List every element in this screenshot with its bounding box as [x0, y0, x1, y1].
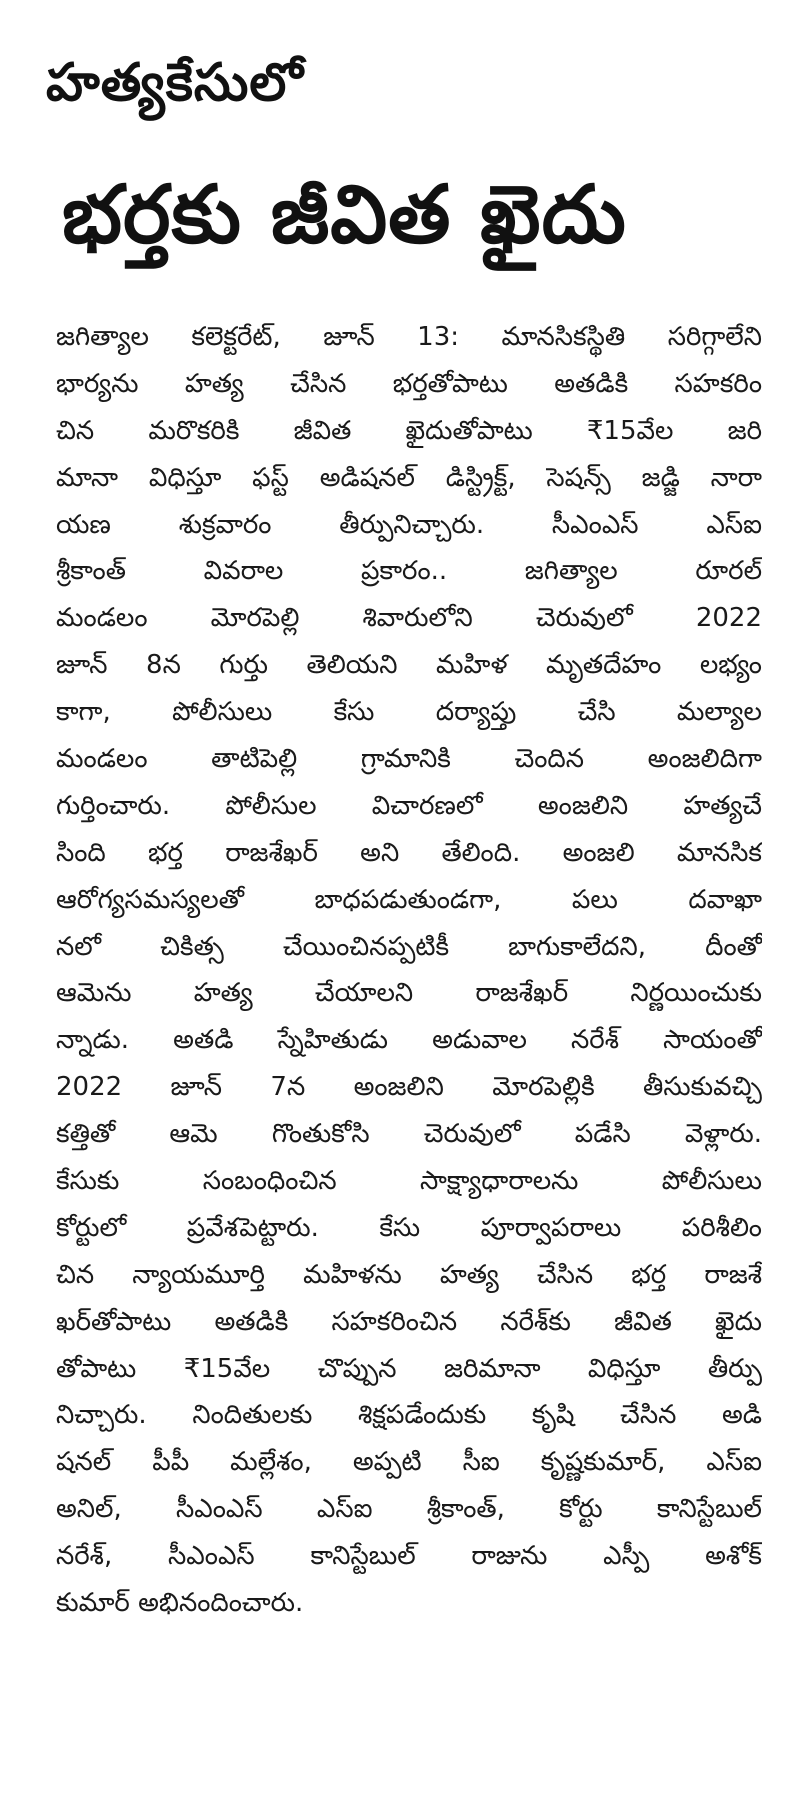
article-line: అనిల్, సీఎంఎస్ ఎస్ఐ శ్రీకాంత్, కోర్టు కానిస్టేబుల్ — [56, 1494, 762, 1525]
article-line: కత్తితో ఆమె గొంతుకోసి చెరువులో పడేసి వెళ్లారు. — [56, 1119, 762, 1150]
article-line: భార్యను హత్య చేసిన భర్తతోపాటు అతడికి సహకరిం — [56, 368, 762, 399]
article-line: గుర్తించారు. పోలీసుల విచారణలో అంజలిని హత్యచే — [56, 790, 762, 821]
article-line: ఆరోగ్యసమస్యలతో బాధపడుతుండగా, పలు దవాఖా — [56, 884, 762, 915]
article-line: తోపాటు ₹15వేల చొప్పున జరిమానా విధిస్తూ తీర్పు — [56, 1353, 762, 1384]
article-line: కాగా, పోలీసులు కేసు దర్యాప్తు చేసి మల్యాల — [56, 697, 762, 728]
article-line: న్నాడు. అతడి స్నేహితుడు అడువాల నరేశ్ సాయంతో — [56, 1025, 762, 1056]
article-line: ఖర్‌తోపాటు అతడికి సహకరించిన నరేశ్‌కు జీవిత ఖైదు — [56, 1306, 762, 1337]
article-line: షనల్ పీపీ మల్లేశం, అప్పటి సీఐ కృష్ణకుమార్, ఎస్ఐ — [56, 1447, 762, 1478]
article-line: నిచ్చారు. నిందితులకు శిక్షపడేందుకు కృషి చేసిన అడి — [56, 1400, 762, 1431]
article-line: జూన్ 8న గుర్తు తెలియని మహిళ మృతదేహం లభ్యం — [56, 650, 762, 681]
article-line: మండలం తాటిపెల్లి గ్రామానికి చెందిన అంజలిదిగా — [56, 744, 762, 775]
headline-line-1: హత్యకేసులో — [46, 53, 304, 113]
article-line: సింది భర్త రాజశేఖర్ అని తేలింది. అంజలి మానసిక — [56, 837, 762, 868]
article-line: శ్రీకాంత్ వివరాల ప్రకారం.. జగిత్యాల రూరల్ — [56, 556, 762, 587]
article-line: 2022 జూన్ 7న అంజలిని మోరపెల్లికి తీసుకువచ్చి — [56, 1072, 762, 1103]
headline-line-2: భర్తకు జీవిత ఖైదు — [62, 168, 627, 261]
article-line: కోర్టులో ప్రవేశపెట్టారు. కేసు పూర్వాపరాలు పరిశీలిం — [56, 1212, 762, 1243]
article-line: యణ శుక్రవారం తీర్పునిచ్చారు. సీఎంఎస్ ఎస్ఐ — [56, 509, 762, 540]
article-body — [56, 314, 762, 1627]
article-line: మండలం మోరపెల్లి శివారులోని చెరువులో 2022 — [56, 603, 762, 634]
article-line: జగిత్యాల కలెక్టరేట్, జూన్ 13: మానసికస్థితి సరిగ్గాలేని — [56, 322, 762, 352]
article-line: ఆమెను హత్య చేయాలని రాజశేఖర్ నిర్ణయించుకు — [56, 978, 762, 1009]
article-line: కుమార్ అభినందించారు. — [56, 1588, 304, 1619]
article-line: నరేశ్, సీఎంఎస్ కానిస్టేబుల్ రాజును ఎస్పీ అశోక్ — [56, 1541, 762, 1572]
article-line: మానా విధిస్తూ ఫస్ట్ అడిషనల్ డిస్ట్రిక్ట్, సెషన్స్ జడ్జి నారా — [56, 462, 762, 493]
article-line: చిన న్యాయమూర్తి మహిళను హత్య చేసిన భర్త రాజశే — [56, 1259, 762, 1290]
article-line: కేసుకు సంబంధించిన సాక్ష్యాధారాలను పోలీసులు — [56, 1166, 762, 1197]
article-line: నలో చికిత్స చేయించినప్పటికీ బాగుకాలేదని, దీంతో — [56, 931, 762, 962]
article-line: చిన మరొకరికి జీవిత ఖైదుతోపాటు ₹15వేల జరి — [56, 415, 762, 446]
